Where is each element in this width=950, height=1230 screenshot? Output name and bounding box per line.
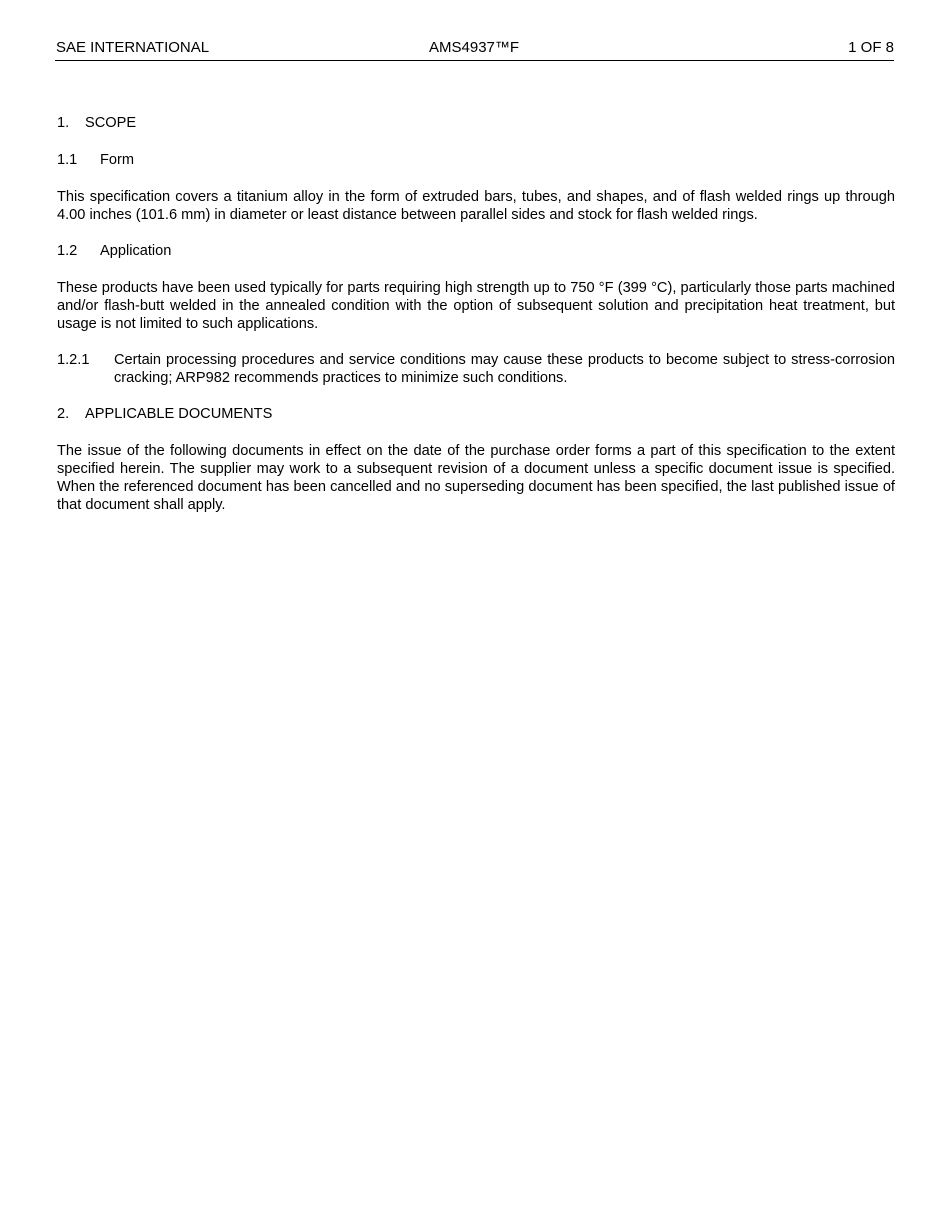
section-1-2-paragraph: These products have been used typically for parts requiring high strength up to 750 °F (399 °C), particularly those parts machined and/or flash-butt welded in the annealed condition with the option of subsequent solution and precipitation heat treatment, but usage is not limited to such applications. xyxy=(57,280,895,332)
section-number: 1.1 xyxy=(57,152,78,168)
document-body xyxy=(57,114,895,532)
section-title: APPLICABLE DOCUMENTS xyxy=(85,406,273,422)
section-number: 1. xyxy=(57,115,70,131)
section-1-2-1 xyxy=(57,351,895,387)
section-number: 1.2 xyxy=(57,243,78,259)
section-2-paragraph: The issue of the following documents in effect on the date of the purchase order forms a part of this specification to the extent specified herein. The supplier may work to a subsequent revision of a document unless a specific document issue is specified. When the referenced document has been cancelled and no superseding document has been specified, the last published issue of that document shall apply. xyxy=(57,443,895,513)
section-1-1-paragraph: This specification covers a titanium alloy in the form of extruded bars, tubes, and shapes, and of flash welded rings up through 4.00 inches (101.6 mm) in diameter or least distance between parallel sides and stock for flash welded rings. xyxy=(57,189,895,223)
section-title: SCOPE xyxy=(85,115,137,131)
section-1-2-1-paragraph: Certain processing procedures and service conditions may cause these products to become subject to stress-corrosion cracking; ARP982 recommends practices to minimize such conditions. xyxy=(114,352,895,386)
section-number: 1.2.1 xyxy=(57,352,90,368)
section-1-heading xyxy=(57,114,895,132)
section-2-heading xyxy=(57,405,895,423)
section-title: Application xyxy=(100,243,172,259)
section-1-2-heading xyxy=(57,242,895,260)
section-title: Form xyxy=(100,152,135,168)
header-page-number: 1 OF 8 xyxy=(848,39,894,56)
page-header xyxy=(55,38,894,61)
header-document-id: AMS4937™F xyxy=(429,39,520,56)
section-number: 2. xyxy=(57,406,70,422)
section-1-1-heading xyxy=(57,151,895,169)
header-organization: SAE INTERNATIONAL xyxy=(56,39,210,56)
